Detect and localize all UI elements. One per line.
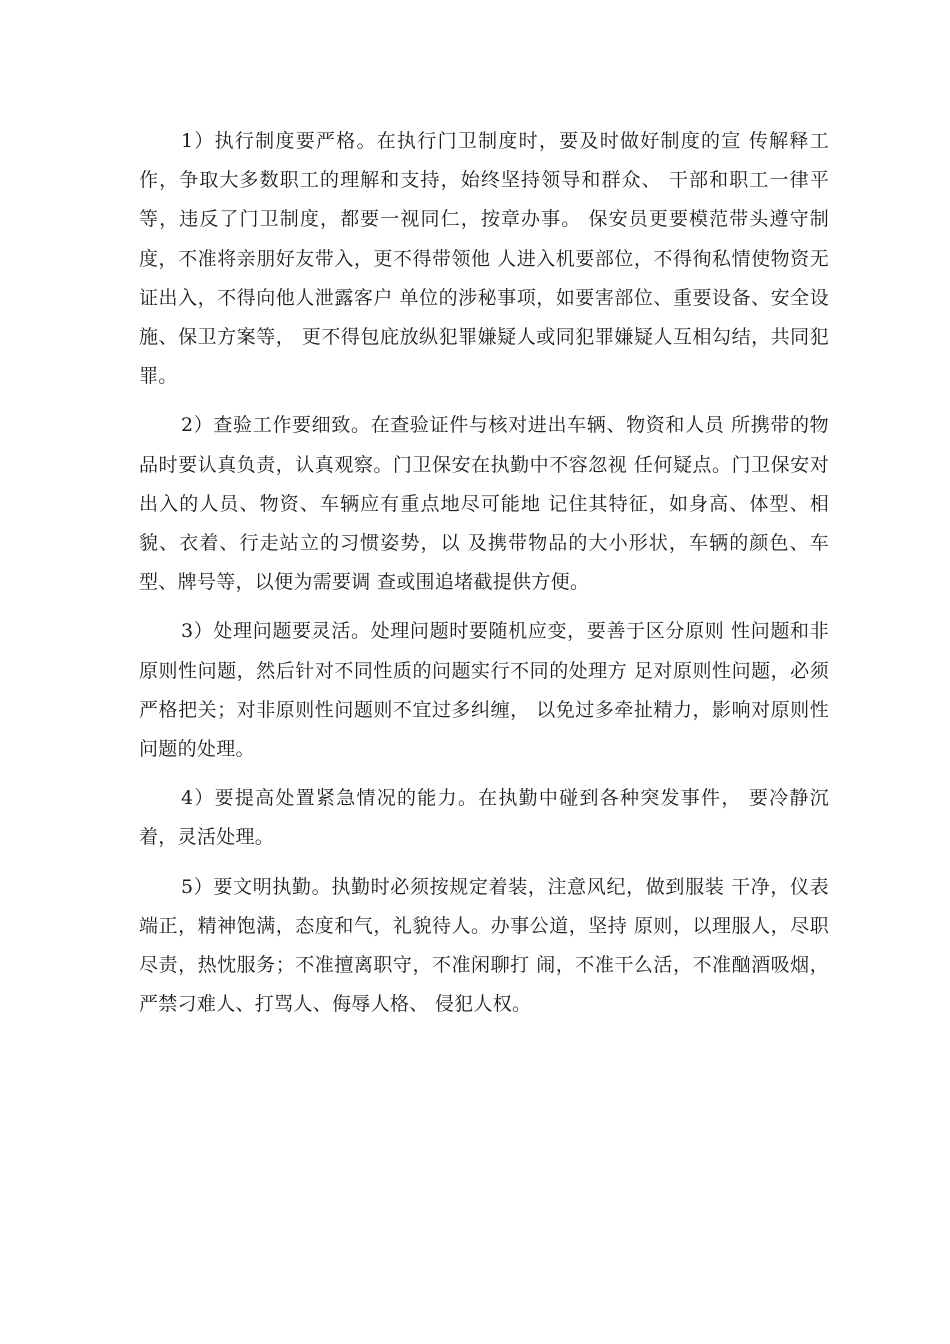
paragraph-4: 4）要提高处置紧急情况的能力。在执勤中碰到各种突发事件， 要冷静沉着，灵活处理。 — [139, 787, 829, 849]
paragraph-5: 5）要文明执勤。执勤时必须按规定着装，注意风纪，做到服装 干净，仪表端正，精神饱满，态度和气，礼貌待人。办事公道，坚持 原则，以理服人，尽职尽责，热忱服务；不准擅离职守，不准闲聊打 闹，不准干么活，不准酗酒吸烟，严禁刁难人、打骂人、侮辱人格、 侵犯人权。 — [139, 875, 829, 1016]
paragraph-2: 2）查验工作要细致。在查验证件与核对进出车辆、物资和人员 所携带的物品时要认真负责，认真观察。门卫保安在执勤中不容忽视 任何疑点。门卫保安对出入的人员、物资、车辆应有重点地尽可能地 记住其特征，如身高、体型、相貌、衣着、行走站立的习惯姿势，以 及携带物品的大小形状，车辆的颜色、车型、牌号等，以便为需要调 查或围追堵截提供方便。 — [139, 414, 829, 594]
paragraph-3: 3）处理问题要灵活。处理问题时要随机应变，要善于区分原则 性问题和非原则性问题，然后针对不同性质的问题实行不同的处理方 足对原则性问题，必须严格把关；对非原则性问题则不宜过多纠缠， 以免过多牵扯精力，影响对原则性问题的处理。 — [139, 620, 829, 761]
paragraph-1: 1）执行制度要严格。在执行门卫制度时，要及时做好制度的宣 传解释工作，争取大多数职工的理解和支持，始终坚持领导和群众、 干部和职工一律平等，违反了门卫制度，都要一视同仁，按章办事。 保安员更要模范带头遵守制度，不准将亲朋好友带入，更不得带领他 人进入机要部位，不得徇私情使物资无证出入，不得向他人泄露客户 单位的涉秘事项，如要害部位、重要设备、安全设施、保卫方案等， 更不得包庇放纵犯罪嫌疑人或同犯罪嫌疑人互相勾结，共同犯罪。 — [139, 130, 829, 388]
document-body — [139, 122, 829, 1024]
